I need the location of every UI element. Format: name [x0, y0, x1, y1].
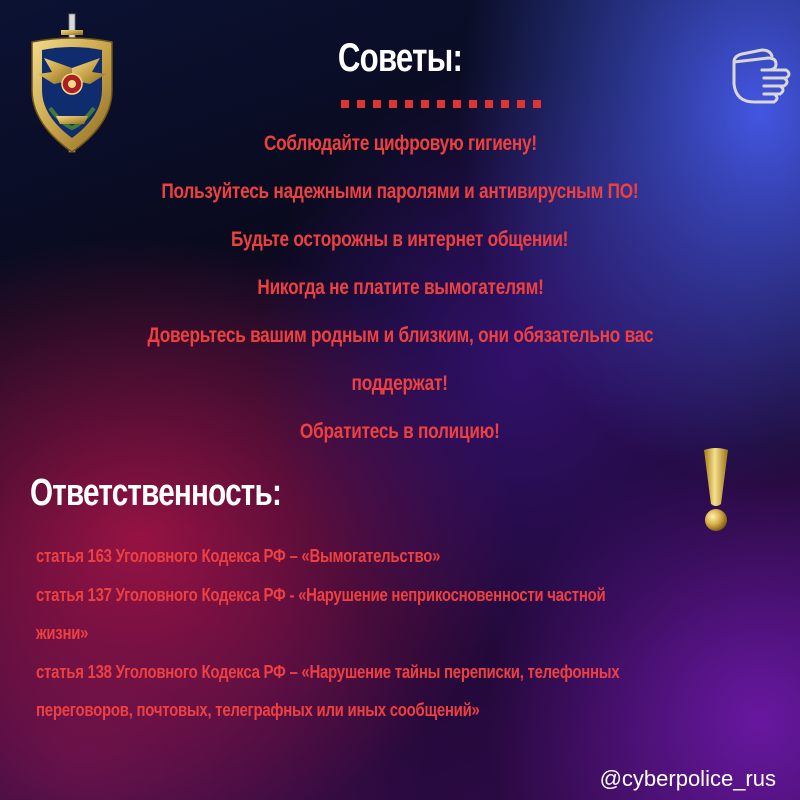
tip-text: Будьте осторожны в интернет общении! [231, 228, 569, 251]
pointing-hand-icon [728, 44, 798, 106]
responsibility-title: Ответственность: [30, 472, 282, 514]
laws-list [36, 537, 766, 730]
law-line: статья 138 Уголовного Кодекса РФ – «Нарушение тайны переписки, телефонных [36, 661, 620, 682]
tip-text: Никогда не платите вымогателям! [256, 276, 544, 299]
tip-item [60, 264, 740, 312]
tip-text: Соблюдайте цифровую гигиену! [263, 132, 537, 155]
tip-item [60, 168, 740, 216]
law-line: переговоров, почтовых, телеграфных или иных сообщений» [36, 700, 480, 720]
account-handle: @cyberpolice_rus [599, 766, 776, 791]
tip-item [60, 120, 740, 168]
law-line: статья 137 Уголовного Кодекса РФ - «Нарушение неприкосновенности частной [36, 584, 606, 605]
law-line: статья 163 Уголовного Кодекса РФ – «Вымогательство» [36, 546, 441, 566]
law-line: жизни» [36, 623, 89, 643]
tip-item [60, 216, 740, 264]
tip-text: Пользуйтесь надежными паролями и антивирусным ПО! [161, 180, 639, 203]
tip-item [60, 408, 740, 456]
tips-list [60, 120, 740, 456]
dotted-divider [341, 100, 545, 108]
tip-item [60, 360, 740, 408]
tip-text: Доверьтесь вашим родным и близким, они обязательно вас [147, 324, 653, 347]
exclamation-icon [694, 446, 738, 534]
tip-text: Обратитесь в полицию! [300, 420, 500, 443]
tip-text: поддержат! [351, 372, 449, 395]
tip-item [60, 312, 740, 360]
tips-title: Советы: [337, 36, 463, 80]
